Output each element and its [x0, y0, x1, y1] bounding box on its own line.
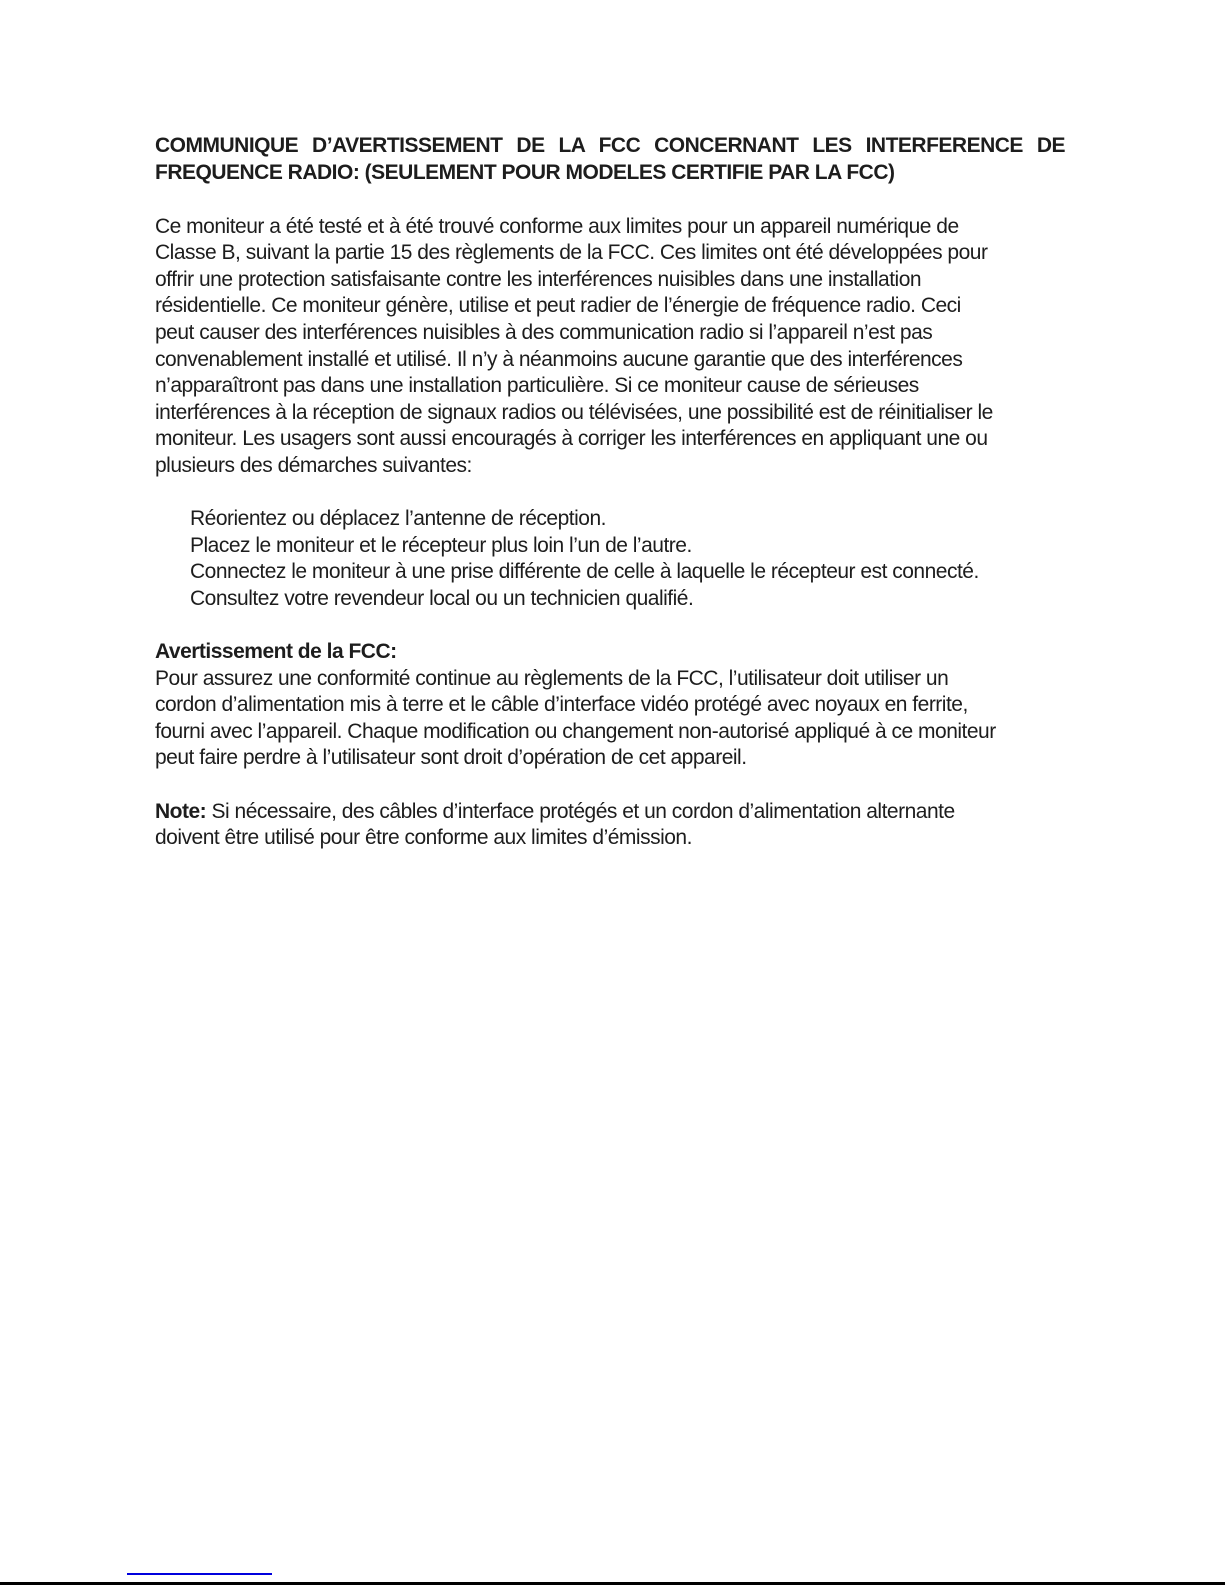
paragraph-line: fourni avec l’appareil. Chaque modification ou changement non-autorisé appliqué à ce moniteur [155, 719, 996, 743]
list-item: Connectez le moniteur à une prise différente de celle à laquelle le récepteur est connecté. [190, 560, 979, 584]
paragraph-line: plusieurs des démarches suivantes: [155, 453, 472, 477]
list-item: Réorientez ou déplacez l’antenne de réception. [190, 507, 606, 531]
paragraph-line: cordon d’alimentation mis à terre et le câble d’interface vidéo protégé avec noyaux en ferrite, [155, 693, 968, 717]
paragraph-line: offrir une protection satisfaisante contre les interférences nuisibles dans une installation [155, 267, 922, 291]
page-title [155, 133, 1065, 187]
footer-link-underline[interactable] [127, 1573, 272, 1575]
note-text: Si nécessaire, des câbles d’interface protégés et un cordon d’alimentation alternante [206, 799, 955, 823]
paragraph-line: Classe B, suivant la partie 15 des règlements de la FCC. Ces limites ont été développées pour [155, 241, 988, 265]
intro-paragraph [155, 214, 1065, 480]
paragraph-line: peut faire perdre à l’utilisateur sont droit d’opération de cet appareil. [155, 746, 747, 770]
page-title-line-2: FREQUENCE RADIO: (SEULEMENT POUR MODELES CERTIFIE PAR LA FCC) [155, 161, 895, 184]
paragraph-line: n’apparaîtront pas dans une installation particulière. Si ce moniteur cause de sérieuses [155, 374, 919, 398]
section-heading: Avertissement de la FCC: [155, 640, 397, 664]
paragraph-line: résidentielle. Ce moniteur génère, utilise et peut radier de l’énergie de fréquence radio. Ceci [155, 294, 961, 318]
paragraph-line: interférences à la réception de signaux radios ou télévisées, une possibilité est de réinitialiser le [155, 400, 993, 424]
document-content [155, 133, 1065, 852]
list-item: Consultez votre revendeur local ou un technicien qualifié. [190, 586, 694, 610]
paragraph-line: peut causer des interférences nuisibles à des communication radio si l’appareil n’est pas [155, 320, 933, 344]
page-title-line-1: COMMUNIQUE D’AVERTISSEMENT DE LA FCC CONCERNANT LES INTERFERENCE DE [155, 134, 1065, 157]
fcc-warning-section [155, 639, 1065, 772]
note-paragraph [155, 799, 1065, 852]
remedies-list [155, 506, 1065, 612]
paragraph-line: convenablement installé et utilisé. Il n’y à néanmoins aucune garantie que des interférences [155, 347, 963, 371]
paragraph-line: Ce moniteur a été testé et à été trouvé conforme aux limites pour un appareil numérique de [155, 214, 959, 238]
paragraph-line: Pour assurez une conformité continue au règlements de la FCC, l’utilisateur doit utiliser un [155, 666, 949, 690]
note-line-1 [155, 799, 1065, 826]
note-label: Note: [155, 799, 207, 823]
list-item: Placez le moniteur et le récepteur plus loin l’un de l’autre. [190, 533, 692, 557]
paragraph-line: moniteur. Les usagers sont aussi encouragés à corriger les interférences en appliquant une ou [155, 427, 988, 451]
note-line-2: doivent être utilisé pour être conforme aux limites d’émission. [155, 826, 692, 850]
